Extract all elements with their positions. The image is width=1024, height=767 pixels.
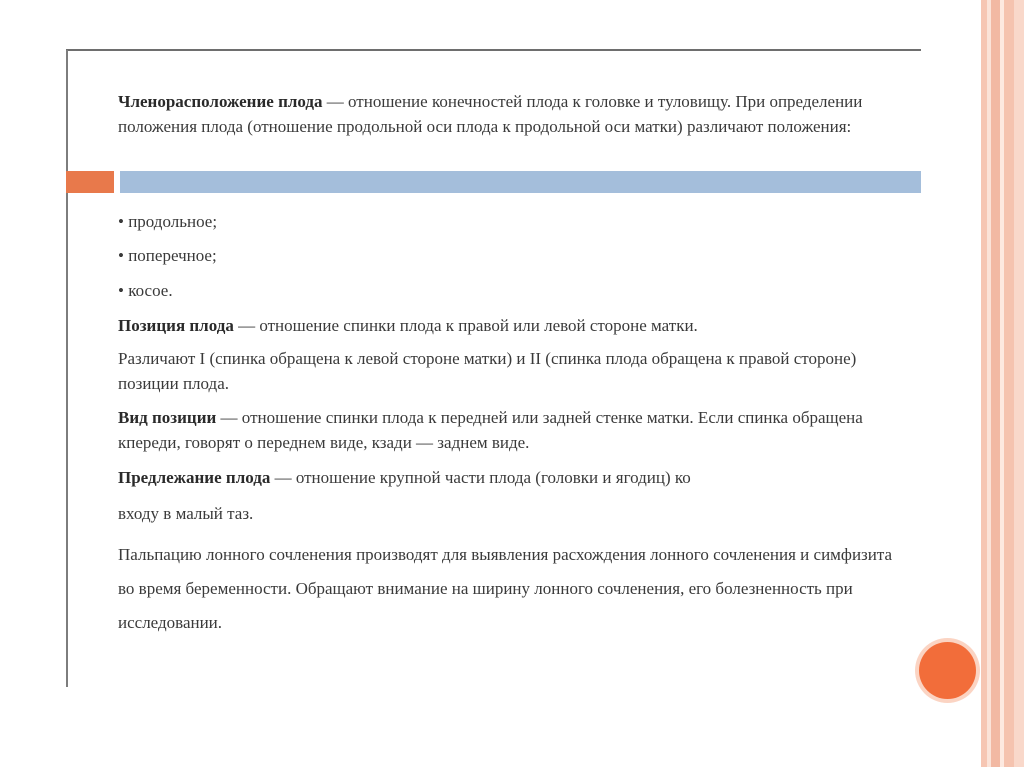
paragraph-position-view (118, 405, 898, 455)
bullet-item: • косое. (118, 281, 173, 300)
accent-bar-orange (66, 171, 114, 193)
top-rule (66, 49, 921, 51)
definition: — отношение крупной части плода (головки и ягодиц) ко (270, 468, 691, 487)
term: Вид позиции (118, 408, 217, 427)
decor-circle (919, 642, 976, 699)
decor-stripe (1004, 0, 1014, 767)
paragraph-palpation: Пальпацию лонного сочленения производят для выявления расхождения лонного сочленения и симфизита во время беременности. Обращают внимание на ширину лонного сочленения, его болезненность при исследовании. (118, 545, 893, 632)
paragraph-presentation (118, 465, 898, 490)
definition: — отношение спинки плода к передней или задней стенке матки. Если спинка обращена кпереди, говорят о переднем виде, кзади — заднем виде. (118, 408, 863, 452)
accent-bar-blue (120, 171, 921, 193)
term: Членорасположение плода (118, 92, 323, 111)
term: Предлежание плода (118, 468, 271, 487)
paragraph-positions-types: Различают I (спинка обращена к левой стороне матки) и II (спинка плода обращена к правой стороне) позиции плода. (118, 349, 857, 393)
bullet-item: • поперечное; (118, 246, 217, 265)
paragraph-presentation-of-limbs (118, 89, 898, 139)
paragraph-presentation-continued: входу в малый таз. (118, 504, 254, 523)
left-rule (66, 50, 68, 687)
decor-stripe (991, 0, 1000, 767)
paragraph-position (118, 313, 898, 338)
decor-stripe (1014, 0, 1024, 767)
bullet-item: • продольное; (118, 212, 218, 231)
definition: — отношение спинки плода к правой или левой стороне матки. (233, 316, 698, 335)
definition: — отношение конечностей плода к головке и туловищу. При определении положения плода (отношение продольной оси плода к продольной оси матки) различают положения: (118, 92, 863, 136)
term: Позиция плода (118, 316, 234, 335)
